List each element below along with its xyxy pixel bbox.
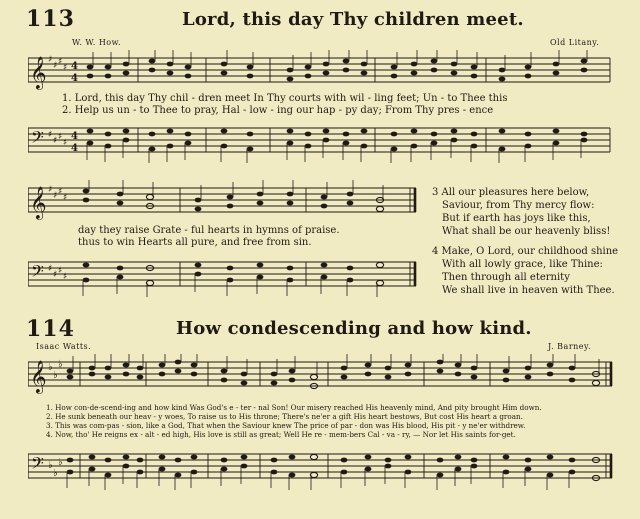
hymn-113-lyric-verse-2: 2. Help us un - to Thee to pray, Hal - low - ing our hap - py day; From Thy pres - ence [62,105,494,116]
svg-text:♯: ♯ [63,138,68,148]
hymn-114-lyric-verse-3: 3. This was com-pas - sion, like a God, That when the Saviour knew The price of par - don was His blood, His pit - y ne'er withdrew. [46,421,526,430]
stanza-4-line-3: Then through all eternity [442,272,570,283]
svg-text:𝄢: 𝄢 [31,127,44,151]
hymn-114-lyric-verse-1: 1. How con-de-scend-ing and how kind Was God's e - ter - nal Son! Our misery reached His heavenly mind, And pity brought Him down. [46,403,542,412]
svg-text:𝄞: 𝄞 [30,360,47,393]
svg-text:♯: ♯ [58,57,63,67]
hymn-113-number: 113 [26,6,75,32]
hymn-113-stanza-3 [432,186,610,238]
svg-text:♯: ♯ [63,272,68,282]
stanza-3-line-4: What shall be our heavenly bliss! [442,226,611,237]
hymn-113-system1-bass-staff [28,120,612,164]
svg-text:♯: ♯ [53,61,58,71]
svg-text:♭: ♭ [53,468,58,479]
svg-text:4: 4 [71,143,78,154]
svg-text:♯: ♯ [48,185,53,195]
hymn-114-author: Isaac Watts. [36,342,92,351]
hymn-113-tune: Old Litany. [550,38,600,47]
hymn-113-title: Lord, this day Thy children meet. [182,9,524,30]
hymn-114-lyric-verse-2: 2. He sunk beneath our heav - y woes, To raise us to His throne; There's ne'er a gift His heart bestows, But cost His heart a groan. [46,412,523,421]
svg-text:♯: ♯ [53,191,58,201]
hymn-114-lyric-verse-4: 4. Now, tho' He reigns ex - alt - ed high, His love is still as great; Well He re - mem-bers Cal - va - ry, — Nor let His saints for-get. [46,430,516,439]
svg-text:♯: ♯ [53,136,58,146]
svg-text:♯: ♯ [63,193,68,203]
hymn-113-system2-treble-staff [28,180,420,220]
stanza-3-line-2: Saviour, from Thy mercy flow: [442,200,595,211]
stanza-4-line-4: We shall live in heaven with Thee. [442,285,615,296]
svg-text:4: 4 [71,73,78,84]
hymn-114-bass-staff [28,444,614,492]
svg-text:♭: ♭ [58,457,63,468]
svg-text:♯: ♯ [58,132,63,142]
hymn-113-stanza-4 [432,245,618,297]
stanza-4-line-1: 4 Make, O Lord, our childhood shine [432,246,619,257]
svg-text:𝄞: 𝄞 [30,56,47,89]
svg-text:4: 4 [71,131,78,142]
svg-text:♯: ♯ [53,270,58,280]
svg-text:♯: ♯ [48,264,53,274]
svg-text:♭: ♭ [48,460,53,471]
hymn-113-system1-treble-staff [28,50,612,90]
hymn-114-tune: J. Barney. [548,342,592,351]
hymn-114-number: 114 [26,316,75,342]
svg-text:♭: ♭ [53,370,58,381]
svg-text:♯: ♯ [48,130,53,140]
svg-text:♯: ♯ [58,266,63,276]
hymn-114-title: How condescending and how kind. [176,318,532,339]
hymn-113-system2-bass-staff [28,254,420,298]
stanza-3-line-1: 3 All our pleasures here below, [432,187,590,198]
svg-text:𝄢: 𝄢 [31,453,44,477]
svg-text:♯: ♯ [48,55,53,65]
svg-text:4: 4 [71,61,78,72]
svg-text:♭: ♭ [48,362,53,373]
stanza-4-line-2: With all lowly grace, like Thine: [442,259,603,270]
svg-text:♭: ♭ [58,359,63,370]
svg-text:𝄢: 𝄢 [31,261,44,285]
hymn-113-lyric-verse-1: 1. Lord, this day Thy chil - dren meet In Thy courts with wil - ling feet; Un - to Thee this [62,93,508,104]
hymn-114-treble-staff [28,354,614,394]
hymn-113-lyric-line-3: day they raise Grate - ful hearts in hymns of praise. [78,225,340,236]
hymn-113-lyric-line-4: thus to win Hearts all pure, and free from sin. [78,237,312,248]
svg-text:♯: ♯ [63,63,68,73]
svg-text:♯: ♯ [58,187,63,197]
hymn-113-author: W. W. How. [72,38,122,47]
svg-text:𝄞: 𝄞 [30,186,47,219]
stanza-3-line-3: But if earth has joys like this, [442,213,591,224]
